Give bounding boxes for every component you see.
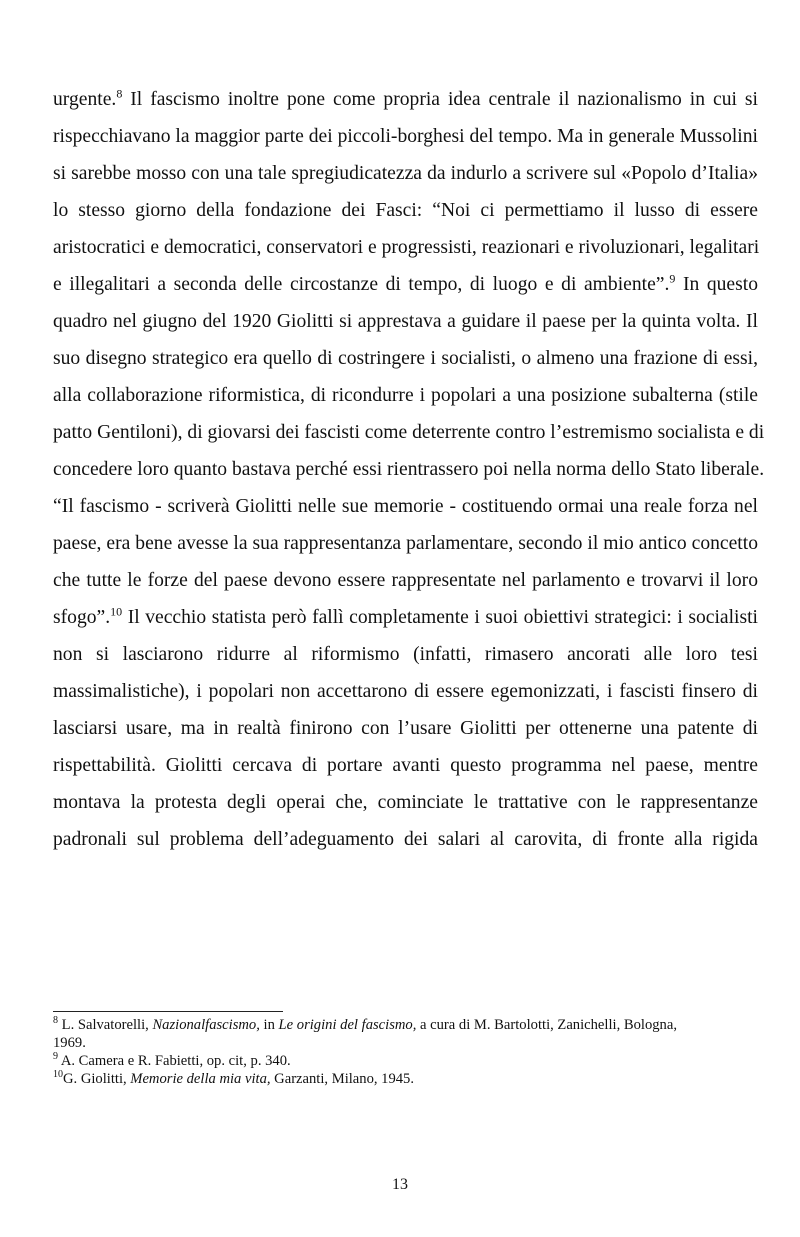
body-line: che tutte le forze del paese devono essere rappresentate nel parlamento e trovarvi il loro <box>53 570 758 591</box>
footnote-ref[interactable]: 8 <box>116 86 123 101</box>
body-line: concedere loro quanto bastava perché essi rientrassero poi nella norma dello Stato liberale. <box>53 459 765 480</box>
footnote-separator <box>53 1011 283 1012</box>
footnote-ref[interactable]: 10 <box>110 604 123 619</box>
body-text <box>53 81 765 858</box>
footnote-9: $^9$ A. Camera e R. Fabietti, op. cit, p. 340. <box>53 1051 291 1069</box>
body-line: “Il fascismo - scriverà Giolitti nelle sue memorie - costituendo ormai una reale forza nel <box>53 496 758 517</box>
body-line: massimalistiche), i popolari non accettarono di essere egemonizzati, i fascisti finsero di <box>53 681 758 702</box>
body-line: lasciarsi usare, ma in realtà finirono con l’usare Giolitti per ottenerne una patente di <box>53 718 758 739</box>
body-line: suo disegno strategico era quello di costringere i socialisti, o almeno una frazione di essi, <box>53 348 758 369</box>
body-line: si sarebbe mosso con una tale spregiudicatezza da indurlo a scrivere sul «Popolo d’Italia» <box>53 163 758 184</box>
body-line: lo stesso giorno della fondazione dei Fasci: “Noi ci permettiamo il lusso di essere <box>53 200 758 221</box>
body-line: sfogo”.$^{10}$ Il vecchio statista però fallì completamente i suoi obiettivi strategici: i socialisti <box>53 604 758 628</box>
body-line: urgente.$^8$ Il fascismo inoltre pone come propria idea centrale il nazionalismo in cui si <box>53 86 758 110</box>
body-line: patto Gentiloni), di giovarsi dei fascisti come deterrente contro l’estremismo socialista e di <box>53 422 765 443</box>
footnote-8: $^8$ L. Salvatorelli, Nazionalfascismo, in Le origini del fascismo, a cura di M. Bartolotti, Zanichelli, Bologna, 1969. <box>53 1015 677 1051</box>
body-line: rispecchiavano la maggior parte dei piccoli-borghesi del tempo. Ma in generale Mussolini <box>53 126 758 147</box>
body-line: montava la protesta degli operai che, cominciate le trattative con le rappresentanze <box>53 792 758 813</box>
footnotes <box>53 1016 763 1088</box>
body-line: padronali sul problema dell’adeguamento dei salari al carovita, di fronte alla rigida <box>53 829 758 850</box>
body-line: quadro nel giugno del 1920 Giolitti si apprestava a guidare il paese per la quinta volta. Il <box>53 311 758 332</box>
body-line: rispettabilità. Giolitti cercava di portare avanti questo programma nel paese, mentre <box>53 755 758 776</box>
body-line: aristocratici e democratici, conservatori e progressisti, reazionari e rivoluzionari, legalitari <box>53 237 760 258</box>
page-number: 13 <box>392 1176 408 1193</box>
footnote-10: $^{10}$G. Giolitti, Memorie della mia vita, Garzanti, Milano, 1945. <box>53 1069 415 1087</box>
footnote-ref[interactable]: 9 <box>669 271 676 286</box>
body-line: e illegalitari a seconda delle circostanze di tempo, di luogo e di ambiente”.$^9$ In questo <box>53 271 758 295</box>
body-line: paese, era bene avesse la sua rappresentanza parlamentare, secondo il mio antico concetto <box>53 533 758 554</box>
body-line: non si lasciarono ridurre al riformismo (infatti, rimasero ancorati alle loro tesi <box>53 644 758 665</box>
body-line: alla collaborazione riformistica, di ricondurre i popolari a una posizione subalterna (stile <box>53 385 758 406</box>
